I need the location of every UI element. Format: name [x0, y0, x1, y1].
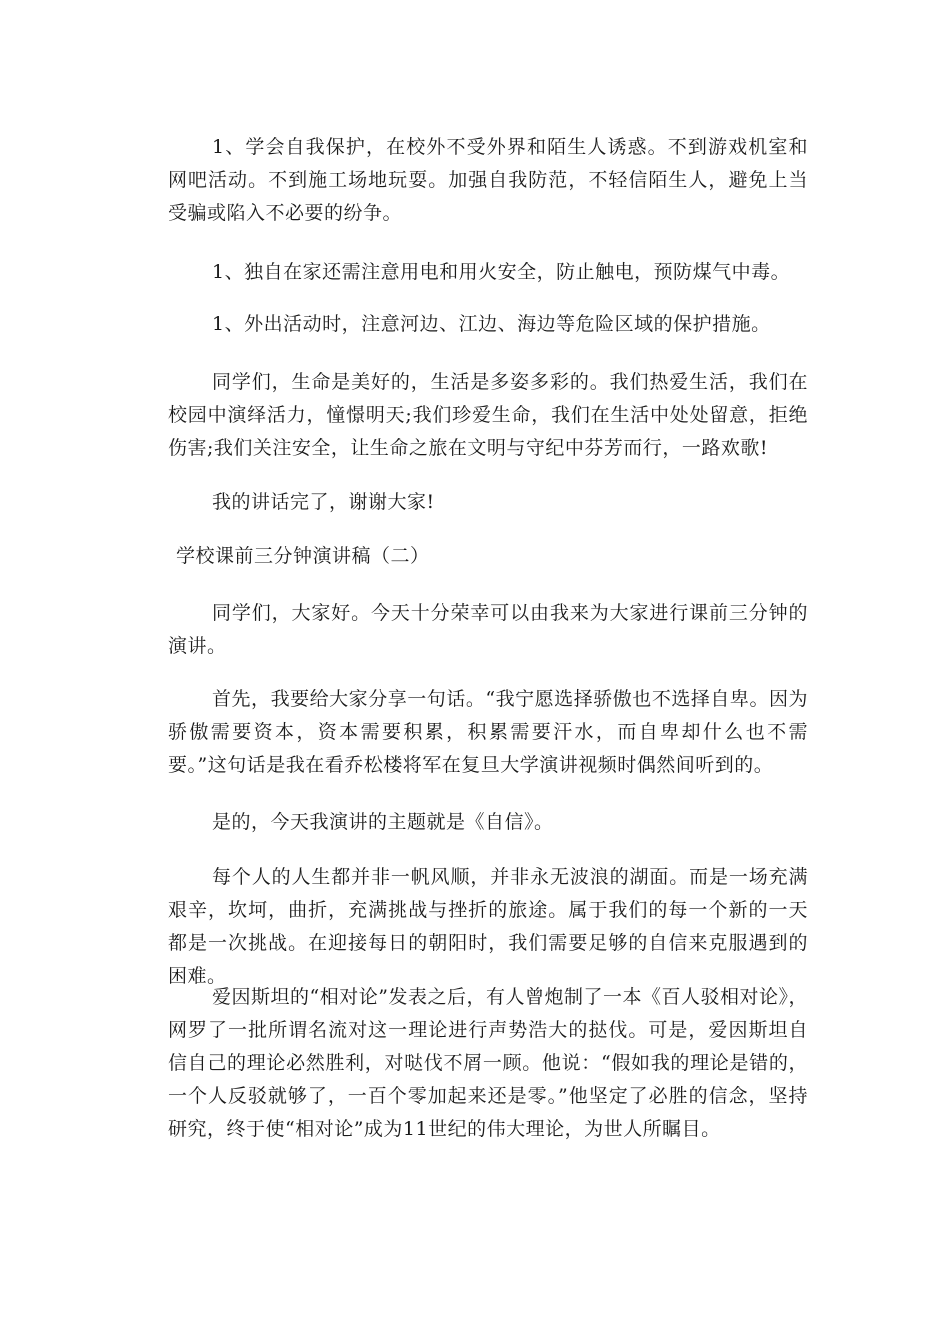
paragraph-outdoor-safety: 1、外出活动时，注意河边、江边、海边等危险区域的保护措施。 — [212, 313, 771, 335]
paragraph-life-closing: 同学们，生命是美好的，生活是多姿多彩的。我们热爱生活，我们在校园中演绎活力，憧憬明天;我们珍爱生命，我们在生活中处处留意，拒绝伤害;我们关注安全，让生命之旅在文明与守纪中芬芳而行，一路欢歌! — [168, 371, 808, 459]
section-heading: 学校课前三分钟演讲稿（二） — [176, 545, 430, 567]
paragraph-quote: 首先，我要给大家分享一句话。“我宁愿选择骄傲也不选择自卑。因为骄傲需要资本，资本需要积累，积累需要汗水，而自卑却什么也不需要。”这句话是我在看乔松楼将军在复旦大学演讲视频时偶然间听到的。 — [168, 688, 808, 776]
paragraph-greeting: 同学们，大家好。今天十分荣幸可以由我来为大家进行课前三分钟的演讲。 — [168, 602, 808, 657]
paragraph-self-protection: 1、学会自我保护，在校外不受外界和陌生人诱惑。不到游戏机室和网吧活动。不到施工场地玩耍。加强自我防范，不轻信陌生人，避免上当受骗或陷入不必要的纷争。 — [168, 136, 808, 224]
paragraph-topic: 是的，今天我演讲的主题就是《自信》。 — [212, 811, 554, 833]
paragraph-einstein: 爱因斯坦的“相对论”发表之后，有人曾炮制了一本《百人驳相对论》，网罗了一批所谓名流对这一理论进行声势浩大的挞伐。可是，爱因斯坦自信自己的理论必然胜利，对哒伐不屑一顾。他说：“假如我的理论是错的，一个人反驳就够了，一百个零加起来还是零。”他坚定了必胜的信念，坚持研究，终于使“相对论”成为11世纪的伟大理论，为世人所瞩目。 — [168, 986, 808, 1140]
paragraph-life-journey: 每个人的人生都并非一帆风顺，并非永无波浪的湖面。而是一场充满艰辛，坎坷，曲折，充满挑战与挫折的旅途。属于我们的每一个新的一天都是一次挑战。在迎接每日的朝阳时，我们需要足够的自信来克服遇到的困难。 — [168, 866, 808, 987]
paragraph-thanks: 我的讲话完了，谢谢大家! — [212, 491, 435, 513]
paragraph-home-safety: 1、独自在家还需注意用电和用火安全，防止触电，预防煤气中毒。 — [212, 261, 791, 283]
